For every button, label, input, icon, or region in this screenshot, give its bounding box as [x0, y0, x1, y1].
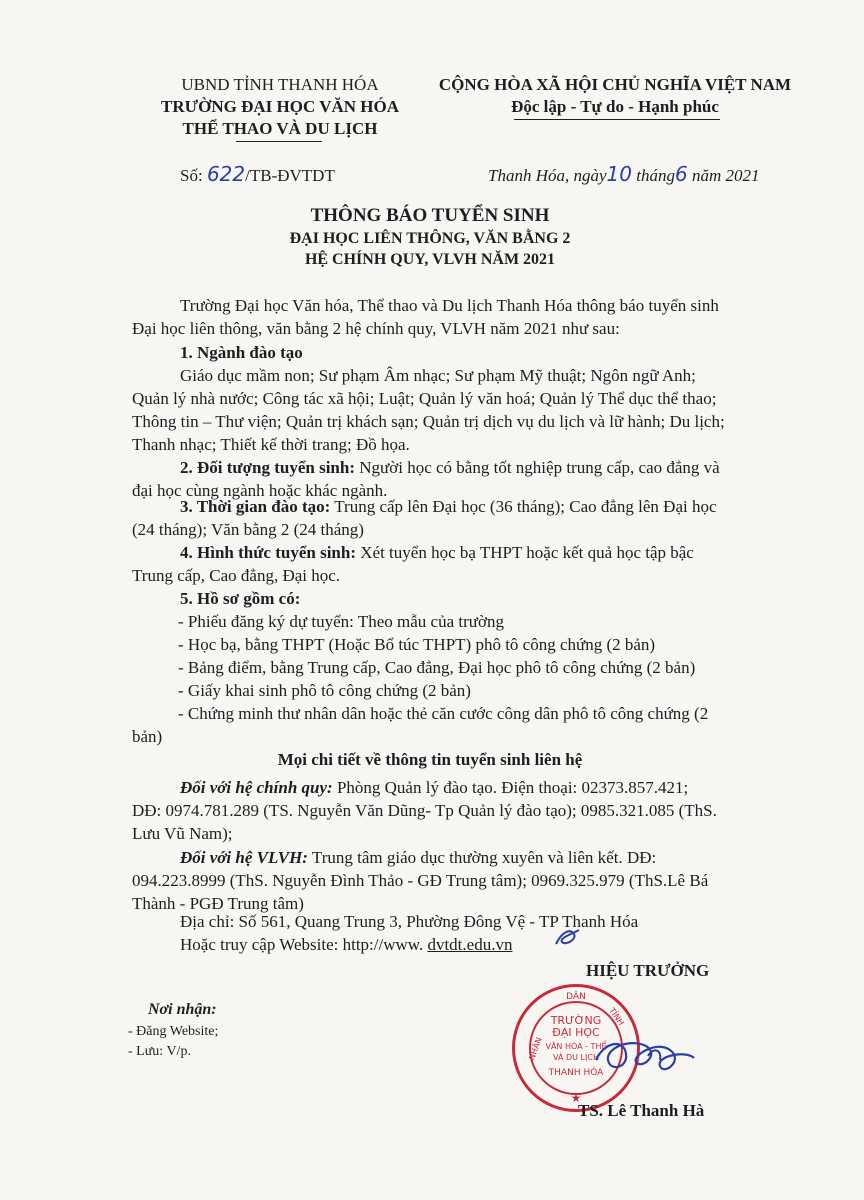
section-5-item-3: - Bảng điểm, bằng Trung cấp, Cao đẳng, Đại học phô tô công chứng (2 bản)	[178, 658, 696, 677]
recipient-item-1: - Đăng Website;	[128, 1024, 219, 1039]
contact-vlvh-line-1: Đối với hệ VLVH: Trung tâm giáo dục thường xuyên và liên kết. DĐ:	[180, 848, 657, 867]
header-left	[130, 74, 430, 140]
contact-heading: Mọi chi tiết về thông tin tuyển sinh liên hệ	[277, 750, 583, 769]
initial-scribble-icon	[552, 924, 582, 952]
contact-regular-line-2: DĐ: 0974.781.289 (TS. Nguyễn Văn Dũng- Tp Quản lý đào tạo); 0985.321.085 (ThS.	[132, 801, 717, 820]
section-4-line-2: Trung cấp, Cao đẳng, Đại học.	[132, 566, 341, 585]
stamp-ring-left: NHÂN	[527, 1036, 544, 1062]
national-title: CỘNG HÒA XÃ HỘI CHỦ NGHĨA VIỆT NAM	[438, 75, 792, 94]
signer-name: TS. Lê Thanh Hà	[578, 1101, 705, 1120]
section-5-item-5-wrap: bản)	[132, 727, 163, 746]
contact-vlvh-line-2: 094.223.8999 (ThS. Nguyễn Đình Thảo - GĐ Trung tâm); 0969.325.979 (ThS.Lê Bá	[132, 871, 709, 890]
university-name-1: TRƯỜNG ĐẠI HỌC VĂN HÓA	[160, 97, 399, 116]
section-2-heading: 2. Đối tượng tuyển sinh:	[180, 458, 356, 477]
section-1-line-3: Thông tin – Thư viện; Quản trị khách sạn; Quản trị dịch vụ du lịch và lữ hành; Du lịch;	[132, 412, 725, 431]
section-5-item-2: - Học bạ, bằng THPT (Hoặc Bổ túc THPT) phô tô công chứng (2 bản)	[178, 635, 656, 654]
stamp-text-line-5: THANH HÓA	[548, 1068, 604, 1078]
section-2-line-1: 2. Đối tượng tuyển sinh: Người học có bằng tốt nghiệp trung cấp, cao đẳng và	[180, 458, 720, 477]
contact-regular-label: Đối với hệ chính quy:	[180, 778, 333, 797]
stamp-ring-right: TỈNH	[607, 1006, 626, 1028]
section-2-line-2: đại học cùng ngành hoặc khác ngành.	[132, 481, 388, 500]
header-right	[430, 74, 800, 118]
section-3-line-1: 3. Thời gian đào tạo: Trung cấp lên Đại học (36 tháng); Cao đẳng lên Đại học	[180, 497, 717, 516]
document-title	[150, 204, 710, 270]
contact-regular-line-3: Lưu Vũ Nam);	[132, 824, 233, 843]
section-4-heading: 4. Hình thức tuyển sinh:	[180, 543, 356, 562]
handwritten-day: 10	[606, 162, 632, 186]
website-link[interactable]: dvtdt.edu.vn	[427, 935, 513, 954]
title-sub-2: HỆ CHÍNH QUY, VLVH NĂM 2021	[304, 251, 556, 268]
recipient-item-2: - Lưu: V/p.	[128, 1044, 191, 1059]
stamp-star-icon: ★	[570, 1091, 582, 1105]
section-1-line-1: Giáo dục mầm non; Sư phạm Âm nhạc; Sư phạm Mỹ thuật; Ngôn ngữ Anh;	[180, 366, 696, 385]
handwritten-month: 6	[674, 162, 688, 186]
header-right-underline	[514, 119, 720, 120]
handwritten-number: 622	[206, 162, 246, 186]
stamp-text-top: DÂN	[566, 992, 586, 1002]
title-sub-1: ĐẠI HỌC LIÊN THÔNG, VĂN BẰNG 2	[289, 230, 571, 247]
section-4-line-1: 4. Hình thức tuyển sinh: Xét tuyển học bạ THPT hoặc kết quả học tập bậc	[180, 543, 694, 562]
stamp-text-line-2: ĐẠI HỌC	[552, 1026, 600, 1039]
national-motto: Độc lập - Tự do - Hạnh phúc	[511, 97, 719, 116]
section-1-heading: 1. Ngành đào tạo	[180, 343, 303, 362]
section-3-line-2: (24 tháng); Văn bằng 2 (24 tháng)	[132, 520, 364, 539]
address-line: Địa chỉ: Số 561, Quang Trung 3, Phường Đông Vệ - TP Thanh Hóa	[180, 912, 639, 931]
website-line: Hoặc truy cập Website: http://www. dvtdt.edu.vn	[180, 935, 513, 954]
intro-line-1: Trường Đại học Văn hóa, Thể thao và Du lịch Thanh Hóa thông báo tuyển sinh	[180, 296, 719, 315]
stamp-text-line-1: TRƯỜNG	[550, 1014, 602, 1027]
province-name: UBND TỈNH THANH HÓA	[181, 75, 379, 94]
section-1-line-2: Quản lý nhà nước; Công tác xã hội; Luật; Quản lý văn hoá; Quản lý Thể dục thể thao;	[132, 389, 717, 408]
university-name-2: THỂ THAO VÀ DU LỊCH	[182, 119, 378, 138]
contact-vlvh-label: Đối với hệ VLVH:	[180, 848, 308, 867]
stamp-text-line-4: VÀ DU LỊCH	[553, 1053, 599, 1062]
header-left-underline	[236, 141, 322, 142]
contact-vlvh-line-3: Thành - PGĐ Trung tâm)	[132, 894, 304, 913]
section-5-heading: 5. Hồ sơ gồm có:	[180, 589, 301, 608]
intro-line-2: Đại học liên thông, văn bằng 2 hệ chính quy, VLVH năm 2021 như sau:	[132, 319, 620, 338]
signature-title: HIỆU TRƯỞNG	[586, 961, 710, 980]
document-number: Số: 622/TB-ĐVTDT	[180, 162, 335, 186]
stamp-text-line-3: VĂN HÓA - THỂ	[545, 1042, 607, 1051]
section-5-item-1: - Phiếu đăng ký dự tuyển: Theo mẫu của trường	[178, 612, 504, 631]
date-line: Thanh Hóa, ngày10 tháng6 năm 2021	[488, 162, 760, 186]
contact-regular-line-1: Đối với hệ chính quy: Phòng Quản lý đào tạo. Điện thoại: 02373.857.421;	[180, 778, 689, 797]
handwritten-signature-icon	[590, 1020, 700, 1090]
section-5-item-5: - Chứng minh thư nhân dân hoặc thẻ căn cước công dân phô tô công chứng (2	[178, 704, 709, 723]
recipients-heading: Nơi nhận:	[148, 1001, 217, 1018]
section-3-heading: 3. Thời gian đào tạo:	[180, 497, 331, 516]
title-main: THÔNG BÁO TUYỂN SINH	[310, 205, 550, 226]
section-5-item-4: - Giấy khai sinh phô tô công chứng (2 bản)	[178, 681, 471, 700]
section-1-line-4: Thanh nhạc; Thiết kế thời trang; Đồ họa.	[132, 435, 410, 454]
